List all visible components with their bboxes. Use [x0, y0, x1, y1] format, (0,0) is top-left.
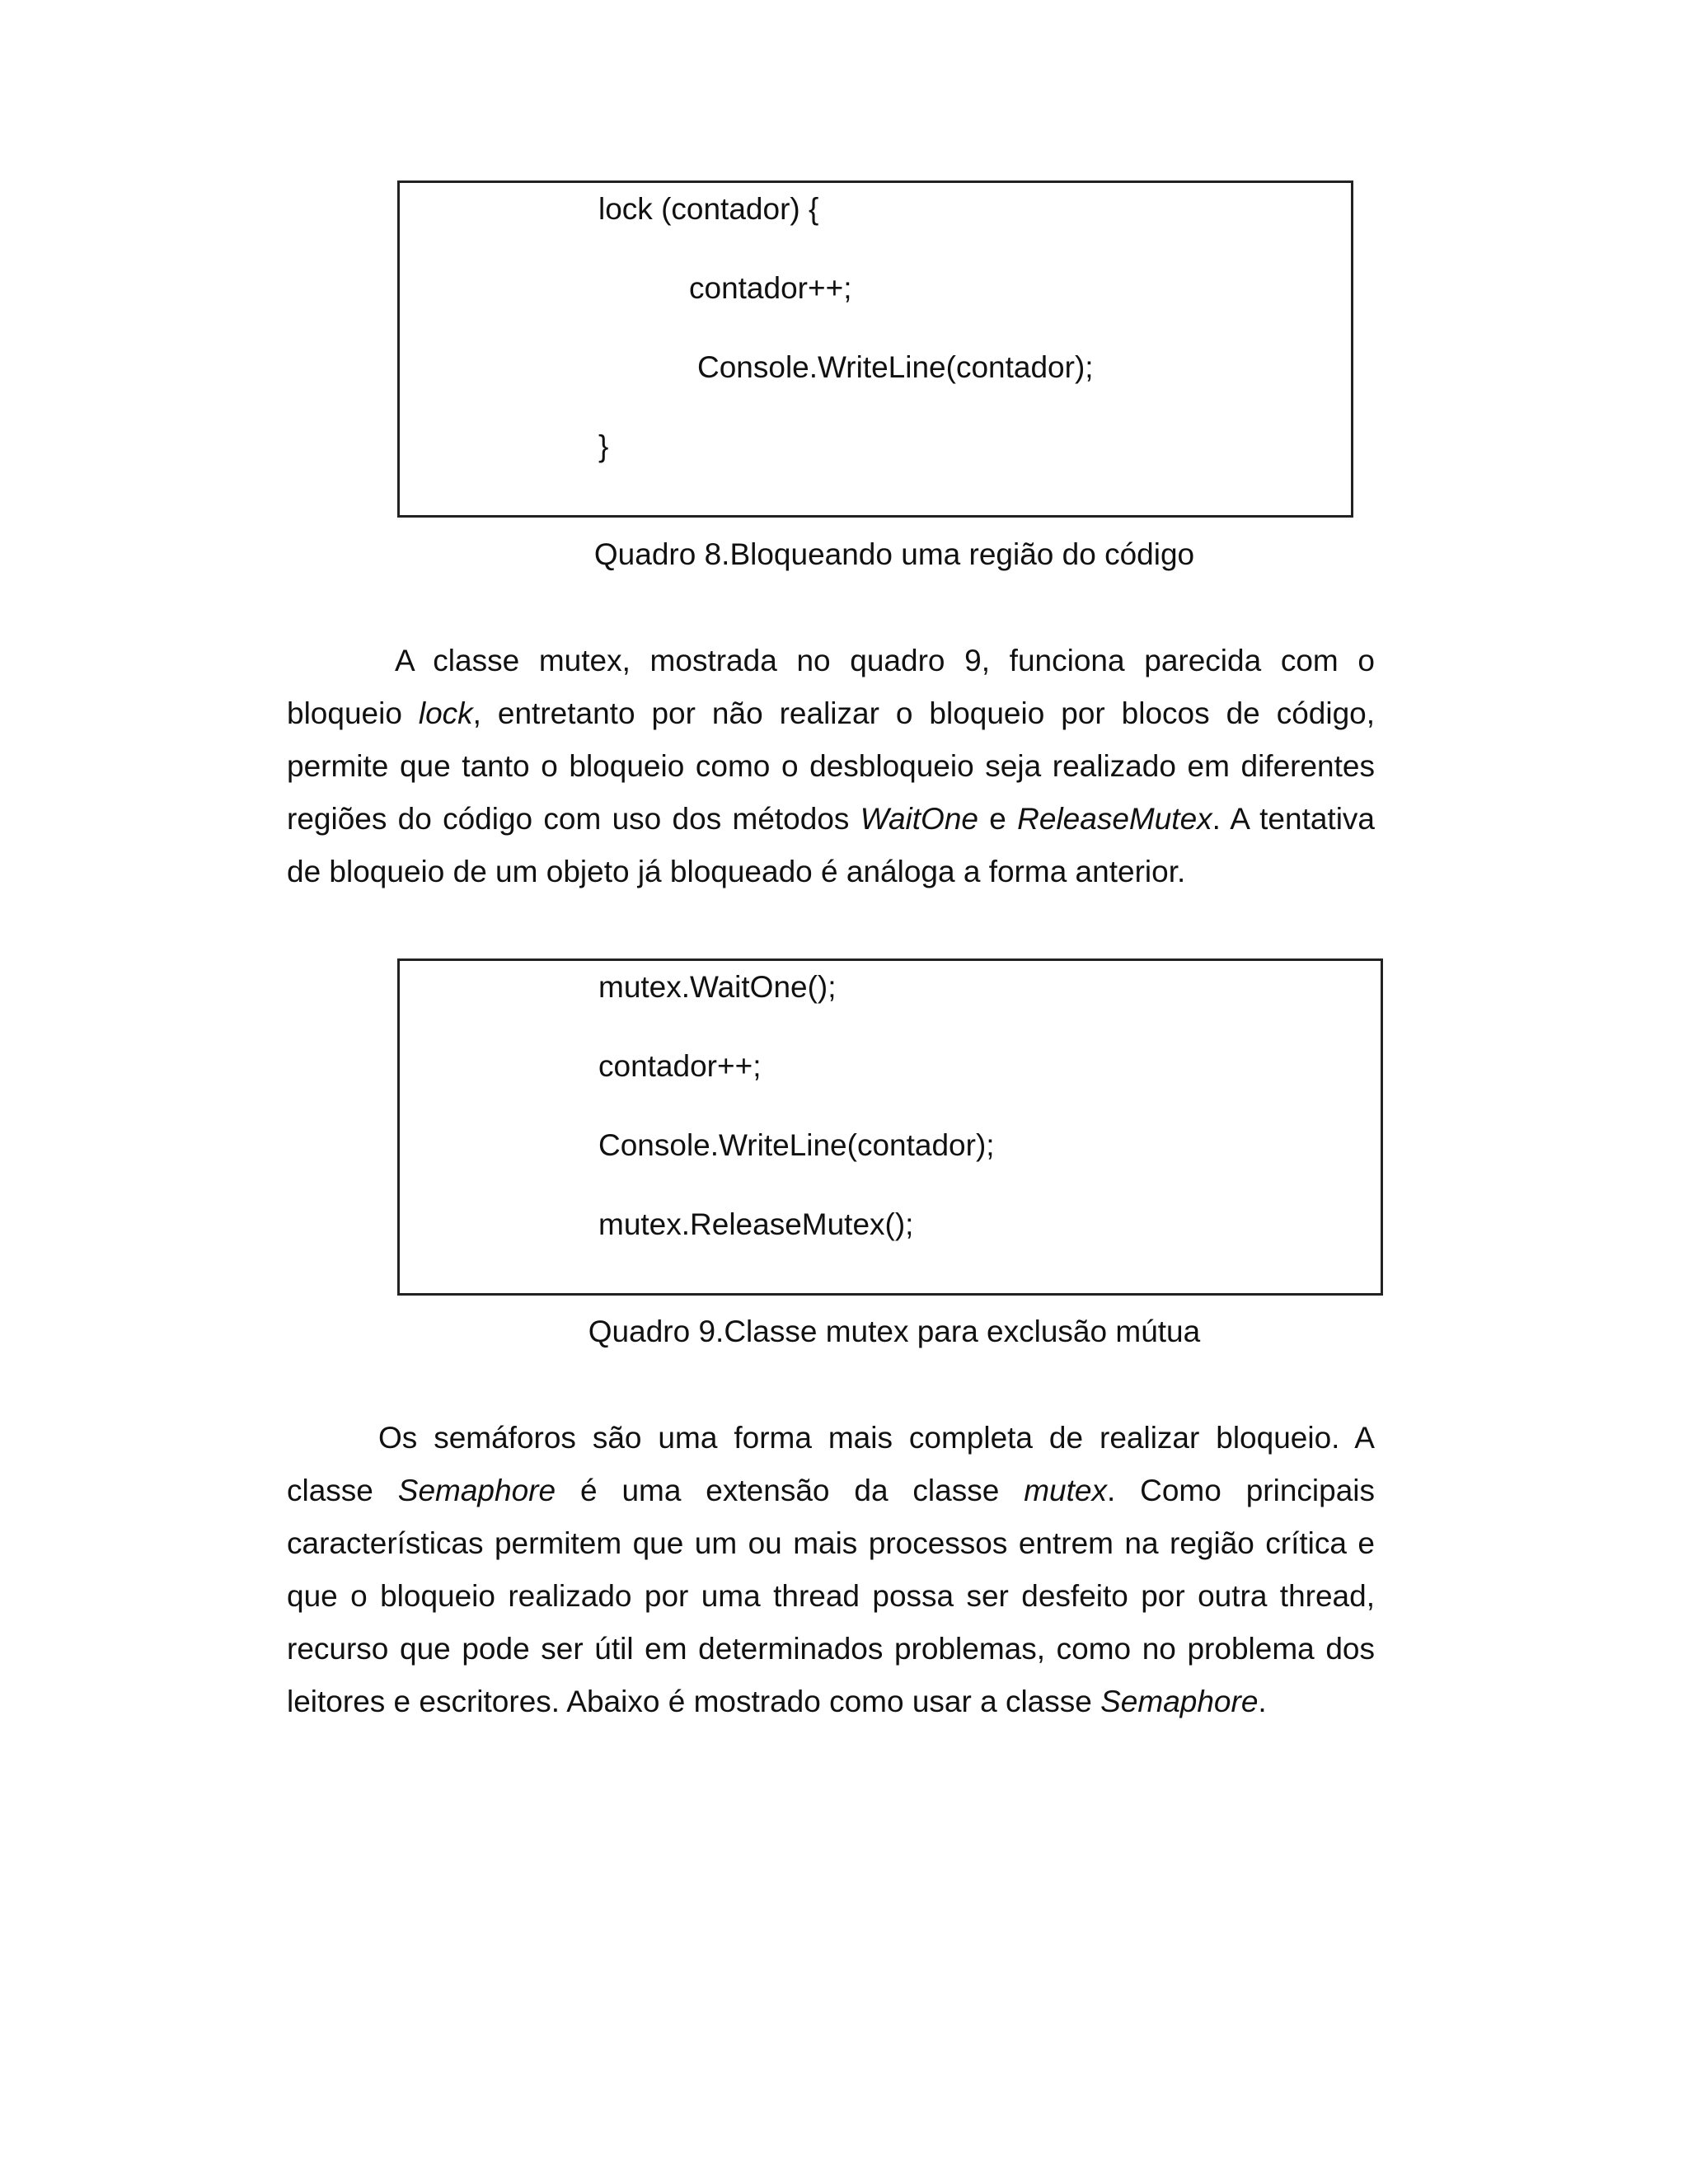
- paragraph-line: [287, 687, 1375, 740]
- paragraph-line: permite que tanto o bloqueio como o desbloqueio seja realizado em diferentes: [287, 749, 1375, 783]
- italic-term: Semaphore: [397, 1474, 556, 1507]
- code-line: }: [598, 429, 609, 463]
- paragraph-1: [287, 635, 1375, 898]
- text-run: . A tentativa: [1212, 802, 1375, 836]
- paragraph-line: Os semáforos são uma forma mais completa de realizar bloqueio. A: [378, 1421, 1375, 1455]
- text-run: . Como principais: [1106, 1474, 1376, 1507]
- text-run: bloqueio: [287, 696, 419, 730]
- paragraph-line: [287, 1465, 1375, 1517]
- paragraph-line: que o bloqueio realizado por uma thread possa ser desfeito por outra thread,: [287, 1579, 1375, 1613]
- code-line: mutex.WaitOne();: [598, 970, 837, 1004]
- caption-quadro-8: Quadro 8.Bloqueando uma região do código: [593, 537, 1195, 571]
- paragraph-line: [287, 1675, 1375, 1728]
- text-run: regiões do código com uso dos métodos: [287, 802, 860, 836]
- italic-term: WaitOne: [860, 802, 978, 836]
- italic-term: mutex: [1024, 1474, 1107, 1507]
- paragraph-line: [287, 793, 1375, 846]
- text-run: leitores e escritores. Abaixo é mostrado como usar a classe: [287, 1685, 1101, 1718]
- text-run: , entretanto por não realizar o bloqueio por blocos de código,: [472, 696, 1375, 730]
- paragraph-line: de bloqueio de um objeto já bloqueado é análoga a forma anterior.: [287, 855, 1186, 888]
- italic-term: ReleaseMutex: [1017, 802, 1212, 836]
- paragraph-2: [287, 1412, 1375, 1728]
- code-line: mutex.ReleaseMutex();: [598, 1207, 914, 1241]
- code-line: contador++;: [689, 271, 852, 305]
- text-run: e: [978, 802, 1018, 836]
- paragraph-line: características permitem que um ou mais processos entrem na região crítica e: [287, 1526, 1375, 1560]
- text-run: é uma extensão da classe: [556, 1474, 1025, 1507]
- italic-term: lock: [418, 696, 473, 730]
- code-line: Console.WriteLine(contador);: [697, 350, 1094, 384]
- caption-quadro-9: Quadro 9.Classe mutex para exclusão mútua: [588, 1315, 1201, 1348]
- code-line: Console.WriteLine(contador);: [598, 1128, 995, 1162]
- code-line: lock (contador) {: [598, 192, 819, 226]
- text-run: classe: [287, 1474, 398, 1507]
- text-run: .: [1258, 1685, 1267, 1718]
- paragraph-line: A classe mutex, mostrada no quadro 9, funciona parecida com o: [395, 644, 1375, 677]
- paragraph-line: recurso que pode ser útil em determinados problemas, como no problema dos: [287, 1632, 1375, 1666]
- italic-term: Semaphore: [1100, 1685, 1259, 1718]
- code-line: contador++;: [598, 1049, 762, 1083]
